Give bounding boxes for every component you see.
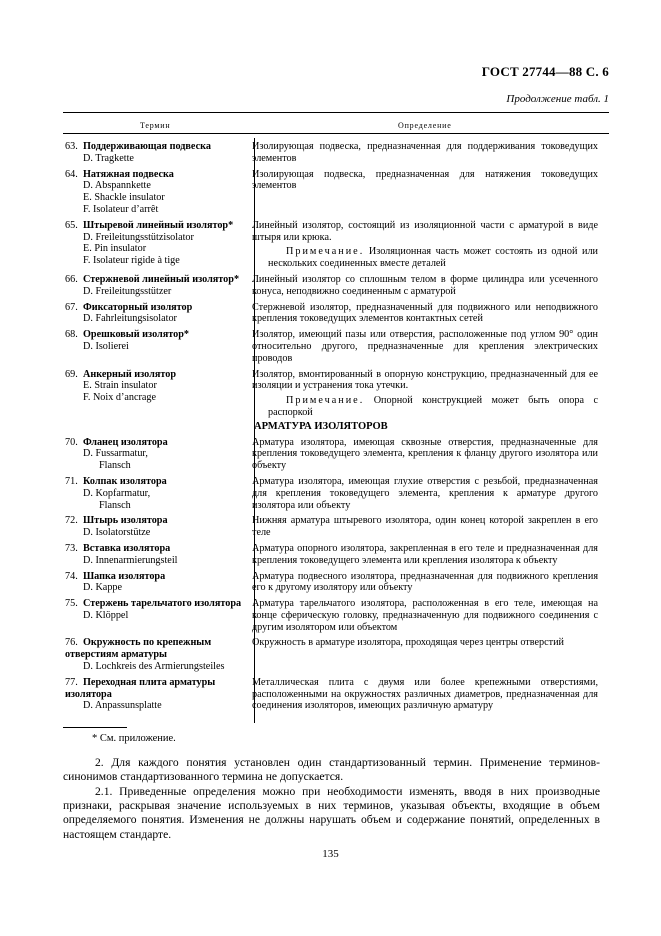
column-header-term: Термин <box>140 121 171 130</box>
table-row <box>63 274 609 298</box>
term-title <box>65 515 242 527</box>
term-name: Колпак изолятора <box>83 475 167 487</box>
section-heading: АРМАТУРА ИЗОЛЯТОРОВ <box>254 420 388 432</box>
note-text: Изоляционная часть может состоять из одной или нескольких соединенных вместе деталей <box>268 246 598 270</box>
table-row <box>63 141 609 165</box>
definition-text: Стержневой изолятор, предназначенный для подвижного или неподвижного крепления токоведущих элементов контактных сетей <box>252 301 598 325</box>
term-title <box>65 302 242 314</box>
term-number: 63. <box>65 141 78 152</box>
table-row <box>63 302 609 326</box>
definition-note <box>252 395 598 419</box>
definition-cell <box>246 329 598 364</box>
paragraph-2: 2. Для каждого понятия установлен один стандартизованный термин. Применение терминов-синонимов стандартизованного термина не допускается. <box>63 756 600 784</box>
term-name: Натяжная подвеска <box>83 168 174 180</box>
term-number: 68. <box>65 329 78 341</box>
term-number: 73. <box>65 542 78 554</box>
terms-table <box>63 137 609 712</box>
term-name: Штырь изолятора <box>83 515 168 527</box>
definition-cell <box>246 369 598 419</box>
term-cell <box>63 677 246 712</box>
term-number: 77. <box>65 676 78 688</box>
term-number: 69. <box>65 368 78 380</box>
table-row <box>63 369 609 419</box>
term-cell <box>63 598 246 633</box>
term-name: Стержень тарельчатого изолятора <box>83 598 242 610</box>
table-row <box>63 220 609 270</box>
table-row <box>63 677 609 712</box>
term-number: 65. <box>65 219 78 231</box>
section-heading-row <box>63 421 609 433</box>
term-number: 64. <box>65 168 78 180</box>
note-label: Примечание. <box>286 395 365 407</box>
foreign-equivalent: D. Tragkette <box>83 152 134 164</box>
foreign-equivalent: D. Kopfarmatur, <box>83 487 151 499</box>
definition-cell <box>246 302 598 326</box>
definition-cell <box>246 274 598 298</box>
term-title <box>65 274 242 286</box>
definition-cell <box>246 598 598 633</box>
term-name: Вставка изолятора <box>83 542 171 554</box>
term-cell <box>63 571 246 595</box>
term-name: Фланец изолятора <box>83 436 168 448</box>
foreign-equivalent: E. Shackle insulator <box>83 192 165 204</box>
column-header-definition: Определение <box>398 121 452 130</box>
table-row <box>63 437 609 472</box>
definition-cell <box>246 543 598 567</box>
definition-cell <box>246 637 598 672</box>
definition-text: Арматура опорного изолятора, закрепленная в его теле и предназначенная для крепления токоведущего элемента или крепления изолятора к объекту <box>252 542 598 566</box>
table-row <box>63 598 609 633</box>
term-number: 72. <box>65 515 78 527</box>
term-number: 70. <box>65 436 78 448</box>
paragraph-2-1: 2.1. Приведенные определения можно при необходимости изменять, вводя в них производные признаки, раскрывая значение используемых в них терминов, указывая объекты, входящие в объем определяемого понятия. Изменения не должны нарушать объем и содержание понятий, определенных в настоящем стандарте. <box>63 785 600 841</box>
term-title <box>65 437 242 449</box>
term-cell <box>63 169 246 216</box>
term-name: Орешковый изолятор* <box>83 329 189 341</box>
term-cell <box>63 543 246 567</box>
definition-cell <box>246 571 598 595</box>
foreign-equivalent: F. Isolateur rigide à tige <box>83 255 180 267</box>
definition-cell <box>246 515 598 539</box>
definition-text: Изолирующая подвеска, предназначенная для натяжения токоведущих элементов <box>252 168 598 192</box>
foreign-equivalent-continued: Flansch <box>99 499 131 511</box>
term-title <box>65 220 242 232</box>
definition-text: Арматура изолятора, имеющая сквозные отверстия, предназначенные для крепления токоведущего элемента, крепления к фланцу другого изолятора или объекту <box>252 436 598 472</box>
definition-text: Линейный изолятор, состоящий из изоляционной части с арматурой в виде штыря или крюка. <box>252 219 598 243</box>
term-number: 76. <box>65 637 78 649</box>
section-term-cell <box>63 421 246 433</box>
term-cell <box>63 437 246 472</box>
foreign-equivalent: E. Pin insulator <box>83 243 147 255</box>
definition-text: Металлическая плита с двумя или более крепежными отверстиями, расположенными на окружностях различных диаметров, предназначенная для соединения изоляторов, имеющих различную арматуру <box>252 676 598 712</box>
foreign-equivalent: F. Noix d’ancrage <box>83 392 157 404</box>
foreign-equivalent: D. Isolierei <box>83 340 129 352</box>
foreign-equivalent: D. Innenarmierungsteil <box>83 554 178 566</box>
definition-text: Изолятор, вмонтированный в опорную конструкцию, предназначенный для ее изоляции и устранения тока утечки. <box>252 368 598 392</box>
definition-cell <box>246 220 598 270</box>
term-title <box>65 543 242 555</box>
definition-text: Нижняя арматура штыревого изолятора, один конец которой закреплен в его теле <box>252 515 598 539</box>
foreign-equivalent: D. Lochkreis des Armierungsteiles <box>83 661 225 673</box>
term-number: 75. <box>65 598 78 610</box>
table-header-rule <box>63 133 609 134</box>
definition-text: Изолирующая подвеска, предназначенная для поддерживания токоведущих элементов <box>252 141 598 164</box>
footnote-rule <box>63 727 127 728</box>
term-cell <box>63 220 246 270</box>
term-title <box>65 571 242 583</box>
foreign-equivalent: E. Strain insulator <box>83 380 157 392</box>
term-title <box>65 637 242 661</box>
term-name: Окружность по крепежным отверстиям арматуры <box>65 637 212 661</box>
term-name: Штыревой линейный изолятор* <box>83 219 234 231</box>
term-cell <box>63 141 246 165</box>
foreign-equivalent: D. Kappe <box>83 582 123 594</box>
term-cell <box>63 515 246 539</box>
definition-cell <box>246 437 598 472</box>
definition-text: Линейный изолятор со сплошным телом в форме цилиндра или усеченного конуса, неподвижно соединенным с арматурой <box>252 273 598 297</box>
table-row <box>63 543 609 567</box>
term-name: Фиксаторный изолятор <box>83 301 193 313</box>
foreign-equivalent: D. Abspannkette <box>83 180 151 192</box>
table-row <box>63 571 609 595</box>
foreign-equivalent: D. Fussarmatur, <box>83 448 148 460</box>
term-number: 71. <box>65 475 78 487</box>
definition-note <box>252 246 598 270</box>
table-row <box>63 515 609 539</box>
page-number: 135 <box>322 848 339 860</box>
foreign-equivalent: D. Freileitungsstützer <box>83 285 172 297</box>
term-cell <box>63 329 246 364</box>
definition-text: Окружность в арматуре изолятора, проходящая через центры отверстий <box>252 637 564 649</box>
definition-text: Арматура подвесного изолятора, предназначенная для подвижного крепления его к другому изолятору или объекту <box>252 570 598 594</box>
table-row <box>63 476 609 511</box>
term-title <box>65 598 242 610</box>
foreign-equivalent: D. Klöppel <box>83 609 129 621</box>
term-number: 74. <box>65 570 78 582</box>
term-title <box>65 677 242 701</box>
definition-cell <box>246 677 598 712</box>
definition-cell <box>246 141 598 165</box>
term-name: Переходная плита арматуры изолятора <box>65 676 216 700</box>
term-cell <box>63 476 246 511</box>
table-row <box>63 637 609 672</box>
note-label: Примечание. <box>286 246 365 258</box>
term-name: Анкерный изолятор <box>83 368 176 380</box>
foreign-equivalent-continued: Flansch <box>99 460 131 472</box>
foreign-equivalent: F. Isolateur d’arrêt <box>83 203 159 215</box>
foreign-equivalent: D. Anpassunsplatte <box>83 700 162 712</box>
definition-text: Арматура изолятора, имеющая глухие отверстия с резьбой, предназначенная для крепления токоведущего элемента, крепления к арматуре другого изолятора или объекту <box>252 475 598 511</box>
definition-text: Арматура тарельчатого изолятора, расположенная в его теле, имеющая на конце сферическую головку, предназначенную для подвижного соединения с другим изолятором или объектом <box>252 598 598 633</box>
term-title <box>65 169 242 181</box>
foreign-equivalent: D. Fahrleitungsisolator <box>83 313 177 325</box>
term-name: Поддерживающая подвеска <box>83 141 211 152</box>
table-row <box>63 169 609 216</box>
foreign-equivalent: D. Isolatorstütze <box>83 527 151 539</box>
table-continuation-label: Продолжение табл. 1 <box>506 93 609 105</box>
term-cell <box>63 637 246 672</box>
term-cell <box>63 274 246 298</box>
table-row <box>63 329 609 364</box>
term-title <box>65 141 242 153</box>
note-text: Опорной конструкцией может быть опора с распоркой <box>268 395 598 418</box>
document-header: ГОСТ 27744—88 С. 6 <box>481 64 609 79</box>
term-title <box>65 369 242 381</box>
definition-text: Изолятор, имеющий пазы или отверстия, расположенные под углом 90° один относительно другого, предназначенные для крепления электрических проводов <box>252 329 598 364</box>
definition-cell <box>246 169 598 216</box>
term-cell <box>63 369 246 419</box>
term-number: 67. <box>65 301 78 313</box>
definition-cell <box>246 476 598 511</box>
term-title <box>65 476 242 488</box>
term-cell <box>63 302 246 326</box>
term-name: Стержневой линейный изолятор* <box>83 273 240 285</box>
term-title <box>65 329 242 341</box>
foreign-equivalent: D. Freileitungsstützisolator <box>83 231 194 243</box>
table-top-rule <box>63 112 609 113</box>
footnote: * См. приложение. <box>92 733 176 744</box>
term-name: Шапка изолятора <box>83 570 166 582</box>
term-number: 66. <box>65 273 78 285</box>
